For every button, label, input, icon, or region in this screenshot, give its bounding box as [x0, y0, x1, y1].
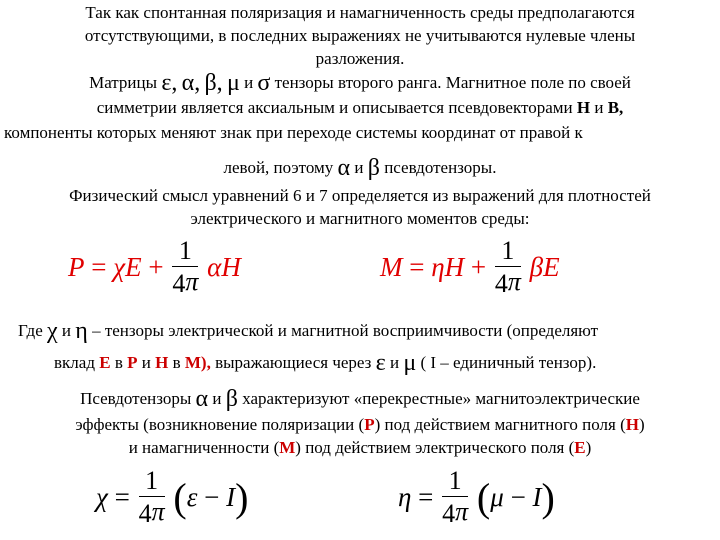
text: и	[212, 389, 222, 408]
den-digit: 4	[494, 269, 508, 299]
text: левой, поэтому	[223, 158, 334, 177]
eq-symbol: =	[114, 482, 130, 513]
equation-chi	[96, 466, 248, 529]
den-pi: π	[455, 497, 469, 526]
eq-symbol: M	[380, 252, 403, 283]
text: псевдотензоры.	[384, 158, 497, 177]
eq-symbol: H	[444, 252, 465, 283]
red-M: M	[279, 438, 296, 457]
text: Так как спонтанная поляризация и намагниченность среды предполагаются	[85, 3, 635, 22]
eq-symbol: E	[125, 252, 142, 283]
p5-line1	[0, 388, 720, 410]
denominator	[442, 497, 468, 529]
eq-symbol: α	[207, 252, 222, 283]
bold-B: B,	[607, 98, 624, 117]
den-digit: 4	[138, 499, 152, 529]
red-E: E	[574, 438, 586, 457]
den-digit: 4	[442, 499, 456, 529]
eq-symbol: =	[409, 252, 425, 283]
eq-symbol: η	[398, 482, 412, 513]
eq-symbol: =	[418, 482, 434, 513]
p4-line1	[18, 320, 720, 342]
beta-symbol: β	[367, 155, 380, 181]
denominator	[495, 267, 521, 299]
eq-symbol: I	[226, 482, 236, 513]
den-pi: π	[151, 497, 165, 526]
eq-symbol: β	[529, 252, 544, 283]
text: тензоры второго ранга. Магнитное поле по своей	[274, 73, 631, 92]
equation-eta	[398, 466, 555, 529]
eq-symbol: −	[204, 482, 220, 513]
text: характеризуют «перекрестные» магнитоэлектрические	[242, 389, 640, 408]
eq-symbol: μ	[490, 482, 504, 513]
text: ) под действием магнитного поля (	[374, 415, 626, 434]
eq-symbol: +	[148, 252, 164, 283]
eq-symbol: +	[470, 252, 487, 283]
p3-line1	[0, 185, 720, 207]
chi-symbol: χ	[47, 318, 58, 344]
fraction	[139, 466, 165, 529]
text: Где	[18, 321, 43, 340]
red-P: P	[364, 415, 375, 434]
text: компоненты которых меняют знак при переходе системы координат от правой к	[4, 123, 583, 142]
alpha-symbol: α	[337, 155, 351, 181]
fraction	[495, 236, 521, 299]
alpha-symbol: α,	[181, 70, 201, 96]
red-H: H	[625, 415, 639, 434]
eq-symbol: =	[91, 252, 107, 283]
sigma-symbol: σ	[257, 70, 271, 96]
mu-symbol: μ	[403, 350, 417, 376]
red-E: E	[99, 353, 111, 372]
bold-H: H	[576, 98, 591, 117]
denominator	[172, 267, 198, 299]
epsilon-symbol: ε,	[161, 70, 178, 96]
text: и	[594, 98, 604, 117]
p1-line1	[0, 2, 720, 24]
mu-symbol: μ	[226, 70, 240, 96]
p4-line2	[54, 352, 720, 374]
text: Физический смысл уравнений 6 и 7 определяется из выражений для плотностей	[69, 186, 651, 205]
denominator	[139, 497, 165, 529]
den-pi: π	[507, 267, 521, 296]
p2-line1	[0, 72, 720, 94]
eq-symbol: ε	[186, 482, 198, 513]
text: выражающиеся через	[215, 353, 372, 372]
paren-open: (	[173, 474, 187, 520]
den-pi: π	[185, 267, 199, 296]
fraction	[172, 236, 198, 299]
eta-symbol: η	[75, 318, 88, 344]
fraction	[442, 466, 468, 529]
epsilon-symbol: ε	[375, 350, 386, 376]
alpha-symbol: α	[195, 386, 209, 412]
text: в	[172, 353, 181, 372]
eq-symbol: η	[431, 252, 445, 283]
red-P: P	[127, 353, 138, 372]
den-digit: 4	[172, 269, 186, 299]
eq-symbol: χ	[96, 482, 108, 513]
eq-symbol: E	[543, 252, 560, 283]
numerator: 1	[448, 466, 462, 495]
text: ( I – единичный тензор).	[420, 353, 597, 372]
numerator: 1	[501, 236, 515, 265]
paren-close: )	[541, 474, 555, 520]
text: – тензоры электрической и магнитной восприимчивости (определяют	[92, 321, 599, 340]
p2-line4	[0, 157, 720, 179]
beta-symbol: β	[225, 386, 238, 412]
text: и	[354, 158, 364, 177]
p5-line2	[0, 414, 720, 436]
beta-symbol: β,	[204, 70, 223, 96]
p1-line2	[0, 25, 720, 47]
eq-symbol: −	[510, 482, 526, 513]
text: отсутствующими, в последних выражениях не учитываются нулевые члены	[84, 26, 636, 45]
text: эффекты (возникновение поляризации (	[75, 415, 365, 434]
text: вклад	[54, 353, 95, 372]
text: Матрицы	[89, 73, 158, 92]
text: и	[61, 321, 72, 340]
p5-line3	[0, 437, 720, 459]
text: и	[244, 73, 254, 92]
text: в	[114, 353, 123, 372]
eq-symbol: P	[68, 252, 85, 283]
eq-symbol: H	[221, 252, 241, 283]
red-H: H	[155, 353, 169, 372]
numerator: 1	[178, 236, 192, 265]
text: ) под действием электрического поля (	[295, 438, 575, 457]
text: )	[638, 415, 645, 434]
text: электрического и магнитного моментов среды:	[190, 209, 530, 228]
paren-close: )	[235, 474, 249, 520]
text: и намагниченности (	[128, 438, 280, 457]
text: разложения.	[315, 49, 405, 68]
eq-symbol: I	[532, 482, 542, 513]
equation-magnetization	[380, 236, 560, 299]
p3-line2	[0, 208, 720, 230]
text: и	[389, 353, 400, 372]
p1-line3	[0, 48, 720, 70]
equation-polarization	[68, 236, 241, 299]
text: Псевдотензоры	[80, 389, 192, 408]
text: и	[141, 353, 151, 372]
eq-symbol: χ	[113, 252, 126, 283]
numerator: 1	[145, 466, 159, 495]
text: )	[585, 438, 592, 457]
p2-line3	[4, 122, 720, 144]
p2-line2	[0, 97, 720, 119]
paren-open: (	[476, 474, 491, 520]
red-M: M),	[184, 353, 211, 372]
text: симметрии является аксиальным и описывается псевдовекторами	[96, 98, 573, 117]
